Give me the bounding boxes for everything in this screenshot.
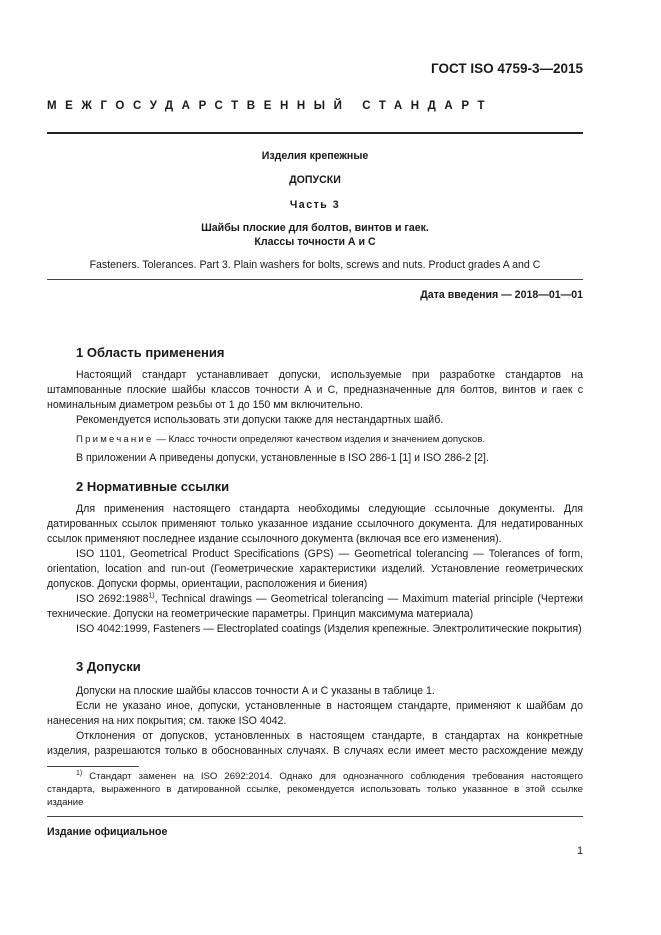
section-3-paragraph: Отклонения от допусков, установленных в настоящем стандарте, в стандартах на конкретные изделия, разрешаются только в обоснованных случаях. В случаях если имеет место расхождение между [47, 730, 583, 757]
section-1-paragraph: Настоящий стандарт устанавливает допуски, используемые при разработке стандартов на штампованные плоские шайбы классов точности А и С, предназначенные для болтов, винтов и гаек с номинальным диаметром резьбы от 1 до 150 мм включительно. [47, 369, 583, 411]
footnote-rule [47, 766, 139, 767]
section-2-paragraph: Для применения настоящего стандарта необходимы следующие ссылочные документы. Для датированных ссылок применяют только указанное издание ссылочного документа. Для недатированных ссылок применяют последнее издание ссылочного документа (включая все его изменения). [47, 503, 583, 545]
section-1-note [47, 432, 583, 447]
introduction-date: Дата введения — 2018—01—01 [420, 289, 583, 301]
note-text: — Класс точности определяют качеством изделия и значением допусков. [153, 434, 486, 445]
official-edition-label: Издание официальное [47, 826, 168, 838]
section-3-body [47, 684, 583, 759]
normative-reference: ISO 1101, Geometrical Product Specifications (GPS) — Geometrical tolerancing — Tolerances of form, orientation, location and run-out (Геометрические характеристики изделий. Установление геометрических допусков. Допуски формы, ориентации, расположения и биения) [47, 548, 583, 590]
section-3-heading: 3 Допуски [76, 659, 141, 674]
title-subject-line2: Классы точности А и С [254, 236, 376, 248]
normative-reference: ISO 4042:1999, Fasteners — Electroplated coatings (Изделия крепежные. Электролитические покрытия) [76, 623, 582, 635]
title-product: Изделия крепежные [261, 150, 369, 162]
note-label: Примечание [76, 434, 154, 445]
page-number: 1 [577, 845, 583, 857]
footnote-marker: 1) [76, 769, 83, 777]
footnote-text: Стандарт заменен на ISO 2692:2014. Однако для однозначного соблюдения требования настоящего стандарта, выраженного в датированной ссылке, рекомендуется использовать только указанное в этой ссылке издание [47, 771, 583, 808]
title-main: ДОПУСКИ [289, 174, 341, 186]
title-subject-line1: Шайбы плоские для болтов, винтов и гаек. [201, 222, 429, 234]
section-2-body [47, 502, 583, 637]
footnote [47, 770, 583, 809]
footnote-marker: 1) [148, 592, 155, 600]
footer-rule [47, 816, 583, 817]
section-1-body [47, 368, 583, 466]
title-english: Fasteners. Tolerances. Part 3. Plain washers for bolts, screws and nuts. Product grades A and C [89, 259, 541, 271]
reference-code: ISO 2692:1988 [76, 593, 149, 605]
standard-banner: МЕЖГОСУДАРСТВЕННЫЙ СТАНДАРТ [47, 100, 494, 112]
section-3-paragraph: Если не указано иное, допуски, установленные в настоящем стандарте, применяют к шайбам до нанесения на них покрытия; см. также ISO 4042. [47, 700, 583, 727]
section-1-paragraph: Рекомендуется использовать эти допуски также для нестандартных шайб. [76, 414, 444, 426]
document-code: ГОСТ ISO 4759-3—2015 [431, 61, 583, 76]
header-rule [47, 132, 583, 134]
section-2-heading: 2 Нормативные ссылки [76, 479, 230, 494]
title-rule [47, 279, 583, 280]
reference-title: , Technical drawings — Geometrical tolerancing — Maximum material principle (Чертежи технические. Допуски на геометрические параметры. Принцип максимума материала) [47, 593, 583, 620]
section-1-heading: 1 Область применения [76, 345, 225, 360]
section-1-paragraph: В приложении А приведены допуски, установленные в ISO 286-1 [1] и ISO 286-2 [2]. [76, 452, 489, 464]
section-3-paragraph: Допуски на плоские шайбы классов точности А и С указаны в таблице 1. [76, 685, 435, 697]
normative-reference [47, 592, 583, 622]
title-part: Часть 3 [289, 199, 341, 211]
